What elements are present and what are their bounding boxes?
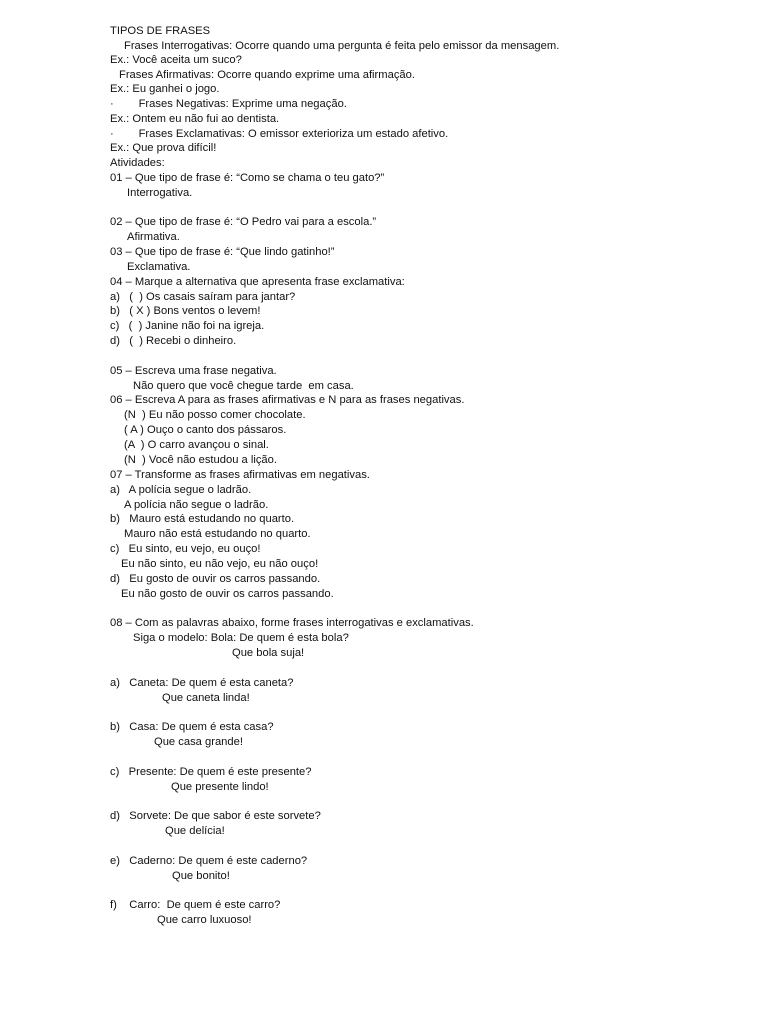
answer-line: Que presente lindo! (171, 781, 269, 793)
text-line: Ex.: Você aceita um suco? (110, 54, 242, 66)
text-line: Ex.: Que prova difícil! (110, 142, 217, 154)
question-line: 05 – Escreva uma frase negativa. (110, 365, 277, 377)
document-title: TIPOS DE FRASES (110, 25, 211, 37)
answer-line: Que bonito! (172, 870, 230, 882)
text-line: · Frases Exclamativas: O emissor exterioriza um estado afetivo. (110, 128, 449, 140)
answer-line: Que delícia! (165, 825, 225, 837)
text-line: Ex.: Ontem eu não fui ao dentista. (110, 113, 280, 125)
question-line: 06 – Escreva A para as frases afirmativas e N para as frases negativas. (110, 394, 465, 406)
answer-line: Interrogativa. (127, 187, 193, 199)
answer-line: ( A ) Ouço o canto dos pássaros. (124, 424, 287, 436)
answer-line: Eu não gosto de ouvir os carros passando. (121, 588, 334, 600)
option-line: c) Eu sinto, eu vejo, eu ouço! (110, 543, 261, 555)
answer-line: Afirmativa. (127, 231, 180, 243)
option-line: a) Caneta: De quem é esta caneta? (110, 677, 294, 689)
answer-line: Mauro não está estudando no quarto. (124, 528, 311, 540)
option-line: a) A polícia segue o ladrão. (110, 484, 252, 496)
question-line: 03 – Que tipo de frase é: “Que lindo gatinho!” (110, 246, 335, 258)
question-line: 02 – Que tipo de frase é: “O Pedro vai para a escola.” (110, 216, 377, 228)
answer-line: Que casa grande! (154, 736, 243, 748)
question-line: 01 – Que tipo de frase é: “Como se chama o teu gato?” (110, 172, 385, 184)
answer-line: Que carro luxuoso! (157, 914, 252, 926)
question-line: 04 – Marque a alternativa que apresenta frase exclamativa: (110, 276, 405, 288)
option-line: d) ( ) Recebi o dinheiro. (110, 335, 237, 347)
option-line: d) Sorvete: De que sabor é este sorvete? (110, 810, 321, 822)
answer-line: A polícia não segue o ladrão. (124, 499, 269, 511)
answer-line: Que caneta linda! (162, 692, 250, 704)
option-line: d) Eu gosto de ouvir os carros passando. (110, 573, 321, 585)
option-line: c) ( ) Janine não foi na igreja. (110, 320, 265, 332)
option-line: e) Caderno: De quem é este caderno? (110, 855, 308, 867)
model-line: Siga o modelo: Bola: De quem é esta bola? (133, 632, 349, 644)
question-line: 08 – Com as palavras abaixo, forme frases interrogativas e exclamativas. (110, 617, 474, 629)
answer-line: Exclamativa. (127, 261, 191, 273)
answer-line: (N ) Você não estudou a lição. (124, 454, 277, 466)
text-line: Ex.: Eu ganhei o jogo. (110, 83, 220, 95)
option-line: b) ( X ) Bons ventos o levem! (110, 305, 261, 317)
option-line: b) Casa: De quem é esta casa? (110, 721, 274, 733)
option-line: a) ( ) Os casais saíram para jantar? (110, 291, 296, 303)
model-answer: Que bola suja! (232, 647, 305, 659)
option-line: c) Presente: De quem é este presente? (110, 766, 312, 778)
answer-line: (A ) O carro avançou o sinal. (124, 439, 269, 451)
text-line: · Frases Negativas: Exprime uma negação. (110, 98, 347, 110)
option-line: f) Carro: De quem é este carro? (110, 899, 281, 911)
answer-line: (N ) Eu não posso comer chocolate. (124, 409, 306, 421)
answer-line: Eu não sinto, eu não vejo, eu não ouço! (121, 558, 319, 570)
question-line: 07 – Transforme as frases afirmativas em negativas. (110, 469, 370, 481)
option-line: b) Mauro está estudando no quarto. (110, 513, 295, 525)
text-line: Frases Interrogativas: Ocorre quando uma pergunta é feita pelo emissor da mensagem. (124, 40, 560, 52)
section-heading: Atividades: (110, 157, 165, 169)
text-line: Frases Afirmativas: Ocorre quando exprime uma afirmação. (119, 69, 415, 81)
answer-line: Não quero que você chegue tarde em casa. (133, 380, 354, 392)
